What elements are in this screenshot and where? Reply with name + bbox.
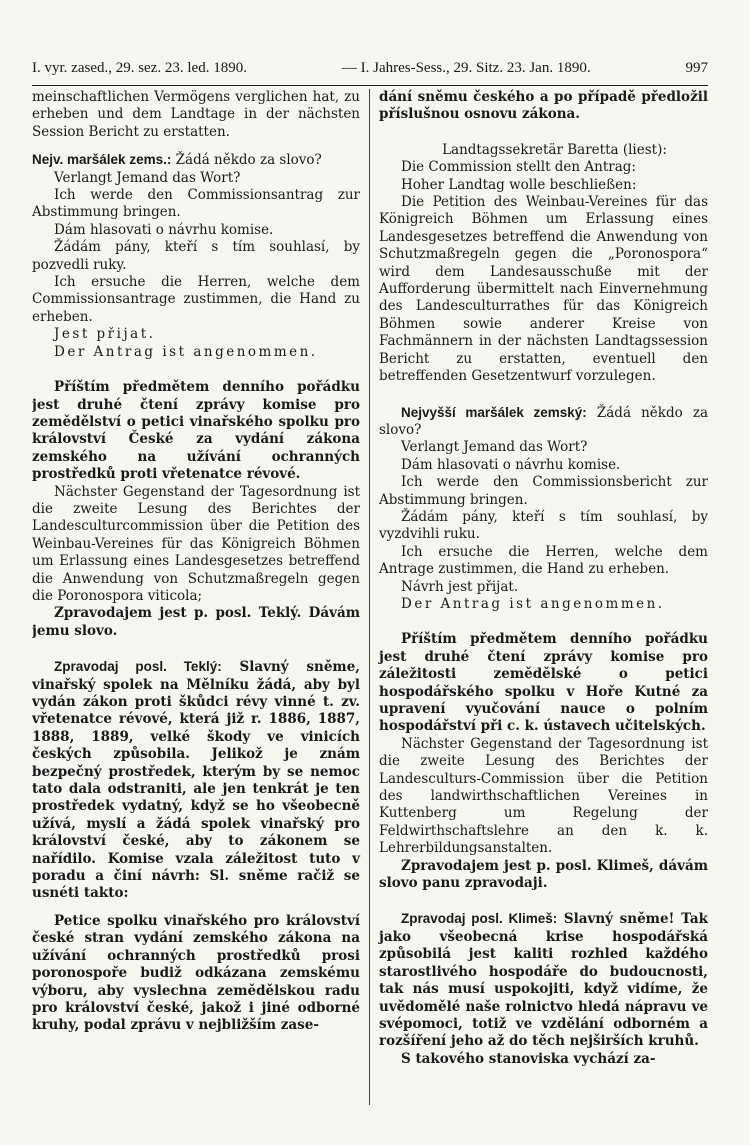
paragraph <box>32 379 360 483</box>
speaker-name: Zpravodaj posl. Teklý: <box>54 659 222 675</box>
paragraph <box>32 151 360 169</box>
paragraph-text: Zpravodajem jest p. posl. Klimeš, dávám slovo panu zpravodaji. <box>379 857 708 892</box>
speaker-name: Nejv. maršálek zems.: <box>32 152 172 168</box>
paragraph <box>379 544 708 579</box>
paragraph-text: Petice spolku vinařského pro království české stran vydání zemského zákona na užívání ochranných prostředků prosi poronospoře budiž odkázana zemskému výboru, aby vyslechna zemědělskou radu pro království české, jakož i jiné odborné kruhy, podal zprávu v nejbližším zase- <box>32 912 360 1034</box>
paragraph <box>32 89 360 141</box>
paragraph-text: Dám hlasovati o návrhu komise. <box>54 221 274 238</box>
paragraph <box>379 457 708 474</box>
paragraph <box>32 222 360 239</box>
right-column <box>370 89 708 1105</box>
paragraph <box>32 484 360 606</box>
speaker-name: Nejvyšší maršálek zemský: <box>401 404 587 420</box>
paragraph-text: Verlangt Jemand das Wort? <box>54 169 241 186</box>
paragraph <box>32 913 360 1035</box>
paragraph-text: Ich ersuche die Herren, welche dem Antrage zustimmen, die Hand zu erheben. <box>379 543 708 578</box>
paragraph-text: S takového stanoviska vychází za- <box>401 1050 656 1067</box>
paragraph-text: Zpravodajem jest p. posl. Teklý. Dávám jemu slovo. <box>32 605 360 639</box>
paragraph <box>32 326 360 343</box>
paragraph <box>379 1051 708 1068</box>
paragraph-text: Příštím předmětem denního pořádku jest druhé čtení zprávy komise pro zemědělství o petici vinařského spolku pro království České za vydání zákona zemského na užívání ochranných prostředků proti vřetenatce révové. <box>32 379 360 483</box>
paragraph <box>379 159 708 176</box>
paragraph-text: meinschaftlichen Vermögens verglichen hat, zu erheben und dem Landtage in der nächsten Session Bericht zu erstatten. <box>32 89 360 140</box>
paragraph-text: dání sněmu českého a po případě předložil příslušnou osnovu zákona. <box>379 89 708 123</box>
speaker-name: Zpravodaj posl. Klimeš: <box>401 911 558 927</box>
paragraph <box>379 194 708 385</box>
paragraph <box>379 474 708 509</box>
paragraph <box>379 910 708 1050</box>
paragraph <box>379 858 708 893</box>
paragraph <box>32 187 360 222</box>
paragraph-text: Slavný sněme! Tak jako všeobecná krise hospodářská způsobilá jest kaliti rozhled každého starostlivého hospodáře do budoucnosti, tak nás musí uspokojiti, když vidíme, že uvědomělé naše rolnictvo hledá nápravu ve svépomoci, totiž ve vzdělání odborném a rozšíření jeho až do těch nejširších kruhů. <box>379 911 708 1050</box>
paragraph-text: Ich werde den Commissionsantrag zur Abstimmung bringen. <box>32 187 360 221</box>
paragraph <box>379 509 708 544</box>
paragraph <box>379 631 708 735</box>
paragraph-text: Žádám pány, kteří s tím souhlasí, by vyzdvihli ruku. <box>379 508 708 543</box>
paragraph-text: Žádá někdo za slovo? <box>379 404 708 438</box>
paragraph-text: Die Commission stellt den Antrag: <box>401 159 636 176</box>
paragraph-text: Landtagssekretär Baretta (liest): <box>442 141 667 158</box>
paragraph-text: Nächster Gegenstand der Tagesordnung ist die zweite Lesung des Berichtes der Landesculturcommission über die Petition des Weinbau-Vereines für das Königreich Böhmen um Erlassung eines Landesgesetzes betreffend die Anwendung von Schutzmaßregeln gegen die Poronospora viticola; <box>32 483 360 604</box>
paragraph <box>32 239 360 274</box>
paragraph <box>32 274 360 326</box>
paragraph <box>32 605 360 640</box>
paragraph-text: Hoher Landtag wolle beschließen: <box>401 176 637 193</box>
paragraph-text: Ich werde den Commissionsbericht zur Abstimmung bringen. <box>379 474 708 508</box>
paragraph-text: Nächster Gegenstand der Tagesordnung ist die zweite Lesung des Berichtes der Landesculturs-Commission über die Petition des landwirthschaftlichen Vereines in Kuttenberg um Regelung der Feldwirthschaftslehre an den k. k. Lehrerbildungsanstalten. <box>379 735 708 857</box>
paragraph <box>379 89 708 124</box>
paragraph-text: Dám hlasovati o návrhu komise. <box>401 456 621 473</box>
paragraph-text: Jest přijat. <box>54 326 156 343</box>
paragraph-text: Příštím předmětem denního pořádku jest druhé čtení zprávy komise pro záležitosti zemědělské o petici hospodářského spolku v Hoře Kutné za upravení vyučování nauce o polním hospodářství při c. k. ústavech učitelských. <box>379 631 708 735</box>
paragraph <box>32 658 360 903</box>
paragraph <box>32 344 360 361</box>
paragraph-text: Ich ersuche die Herren, welche dem Commissionsantrage zustimmen, die Hand zu erheben. <box>32 274 360 325</box>
text-columns <box>32 89 708 1105</box>
paragraph <box>379 596 708 613</box>
page-number: 997 <box>685 60 708 76</box>
paragraph-text: Verlangt Jemand das Wort? <box>401 439 588 456</box>
header-rule <box>32 85 708 86</box>
paragraph <box>379 439 708 456</box>
paragraph <box>379 579 708 596</box>
paragraph-text: Žádám pány, kteří s tím souhlasí, by pozvedli ruky. <box>32 239 360 273</box>
paragraph-text: Die Petition des Weinbau-Vereines für das Königreich Böhmen um Erlassung eines Landesgesetzes betreffend die Anwendung von Schutzmaßregeln gegen die „Poronospora“ wird dem Landesausschuße mit der Aufforderung übermittelt nach Einvernehmung des Landesculturrathes für das Königreich Böhmen sowie anderer Kreise von Fachmännern in der nächsten Landtagssession Bericht zu erstatten, eventuell den betreffenden Gesetzentwurf vorzulegen. <box>379 194 708 385</box>
paragraph <box>379 404 708 440</box>
header-left: I. vyr. zased., 29. sez. 23. led. 1890. <box>32 60 247 76</box>
paragraph-text: Der Antrag ist angenommen. <box>401 595 665 612</box>
paragraph <box>379 142 708 159</box>
left-column <box>32 89 370 1105</box>
page-header <box>32 60 708 77</box>
paragraph <box>32 170 360 187</box>
paragraph <box>379 736 708 858</box>
paragraph-text: Návrh jest přijat. <box>401 578 519 595</box>
paragraph-text: Slavný sněme, vinařský spolek na Mělníku žádá, aby byl vydán zákon proti škůdci révy vinné t. zv. vřetenatce révové, která již r. 1886, 1887, 1888, 1889, velké škody ve vinicích českých způsobila. Jelikož je znám bezpečný prostředek, kterým by se nemoc tato dala odstraniti, ale jen tenkrát je ten prostředek vydatný, když se ho všeobecně užívá, myslí a žádá spolek vinařský pro království české, aby to zákonem se nařídilo. Komise vzala záležitost tuto v poradu a činí návrh: Sl. sněme račiž se usnéti takto: <box>32 659 360 902</box>
paragraph <box>379 177 708 194</box>
paragraph-text: Žádá někdo za slovo? <box>171 152 322 169</box>
paragraph-text: Der Antrag ist angenommen. <box>54 343 318 360</box>
header-center: — I. Jahres-Sess., 29. Sitz. 23. Jan. 1890. <box>341 60 591 76</box>
